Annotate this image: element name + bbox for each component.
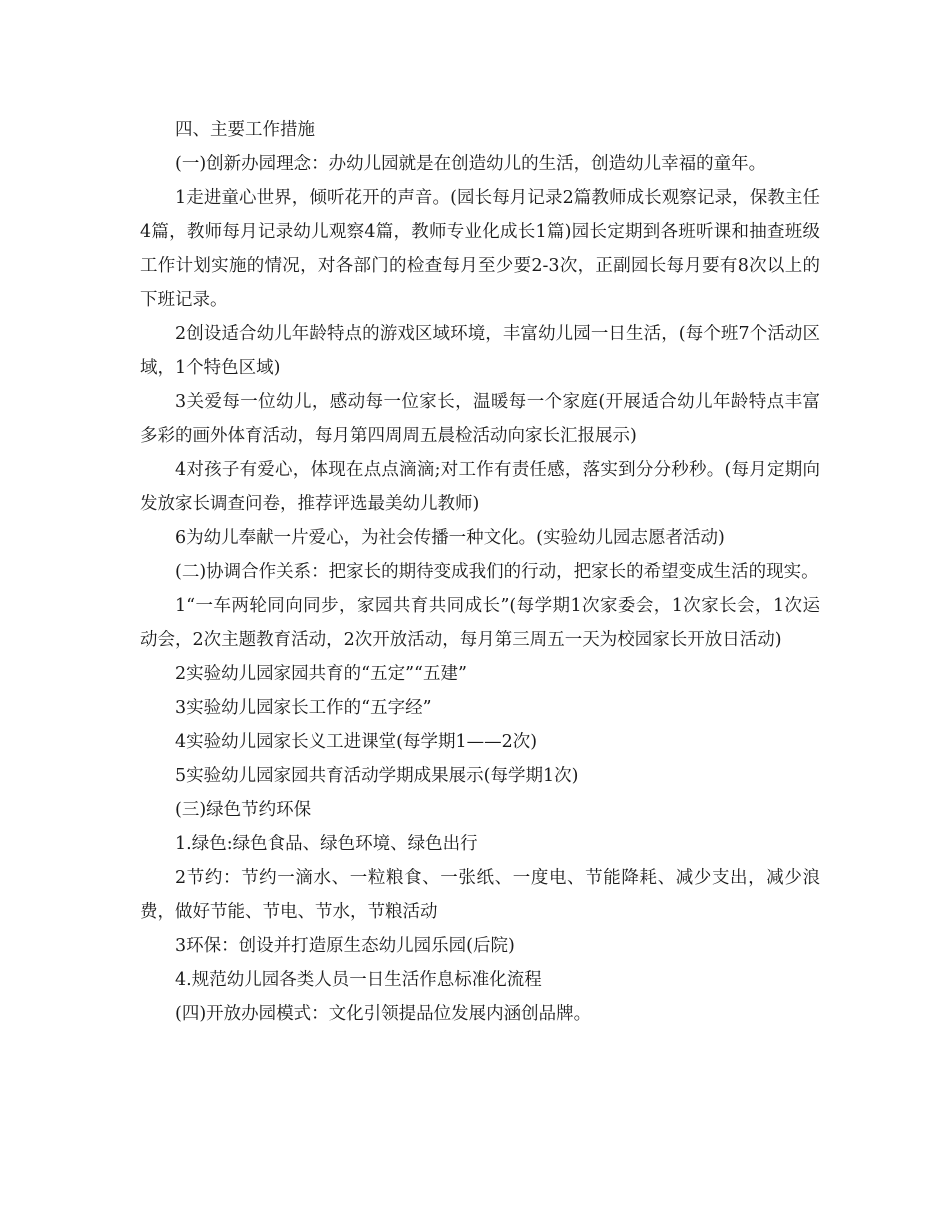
paragraph-17: 4.规范幼儿园各类人员一日生活作息标准化流程: [175, 970, 542, 990]
paragraph-18: (四)开放办园模式：文化引领提品位发展内涵创品牌。: [175, 1004, 592, 1024]
paragraph-11: 4实验幼儿园家长义工进课堂(每学期1——2次): [175, 732, 538, 752]
paragraph-8: 1“一车两轮同向同步，家园共育共同成长”(每学期1次家委会，1次家长会，1次运动会，2次主题教育活动，2次开放活动，每月第三周五一天为校园家长开放日活动): [140, 596, 820, 650]
paragraph-12: 5实验幼儿园家园共育活动学期成果展示(每学期1次): [175, 766, 579, 786]
paragraph-16: 3环保：创设并打造原生态幼儿园乐园(后院): [175, 936, 515, 956]
paragraph-3: 2创设适合幼儿年龄特点的游戏区域环境，丰富幼儿园一日生活，(每个班7个活动区域，1个特色区域): [140, 324, 820, 378]
paragraph-5: 4对孩子有爱心，体现在点点滴滴;对工作有责任感，落实到分分秒秒。(每月定期向发放家长调查问卷，推荐评选最美幼儿教师): [140, 460, 820, 514]
paragraph-7: (二)协调合作关系：把家长的期待变成我们的行动，把家长的希望变成生活的现实。: [175, 562, 819, 582]
document-body: [140, 113, 820, 1031]
paragraph-15: 2节约：节约一滴水、一粒粮食、一张纸、一度电、节能降耗、减少支出，减少浪费，做好节能、节电、节水，节粮活动: [140, 868, 820, 922]
paragraph-10: 3实验幼儿园家长工作的“五字经”: [175, 698, 432, 718]
paragraph-2: 1走进童心世界，倾听花开的声音。(园长每月记录2篇教师成长观察记录，保教主任4篇，教师每月记录幼儿观察4篇，教师专业化成长1篇)园长定期到各班听课和抽查班级工作计划实施的情况，对各部门的检查每月至少要2-3次，正副园长每月要有8次以上的下班记录。: [140, 188, 820, 310]
paragraph-6: 6为幼儿奉献一片爱心，为社会传播一种文化。(实验幼儿园志愿者活动): [175, 528, 725, 548]
paragraph-1: (一)创新办园理念：办幼儿园就是在创造幼儿的生活，创造幼儿幸福的童年。: [175, 154, 767, 174]
paragraph-14: 1.绿色:绿色食品、绿色环境、绿色出行: [175, 834, 478, 854]
paragraph-4: 3关爱每一位幼儿，感动每一位家长，温暖每一个家庭(开展适合幼儿年龄特点丰富多彩的画外体育活动，每月第四周周五晨检活动向家长汇报展示): [140, 392, 820, 446]
paragraph-9: 2实验幼儿园家园共育的“五定”“五建”: [175, 664, 467, 684]
section-heading: 四、主要工作措施: [175, 120, 315, 140]
paragraph-13: (三)绿色节约环保: [175, 800, 312, 820]
